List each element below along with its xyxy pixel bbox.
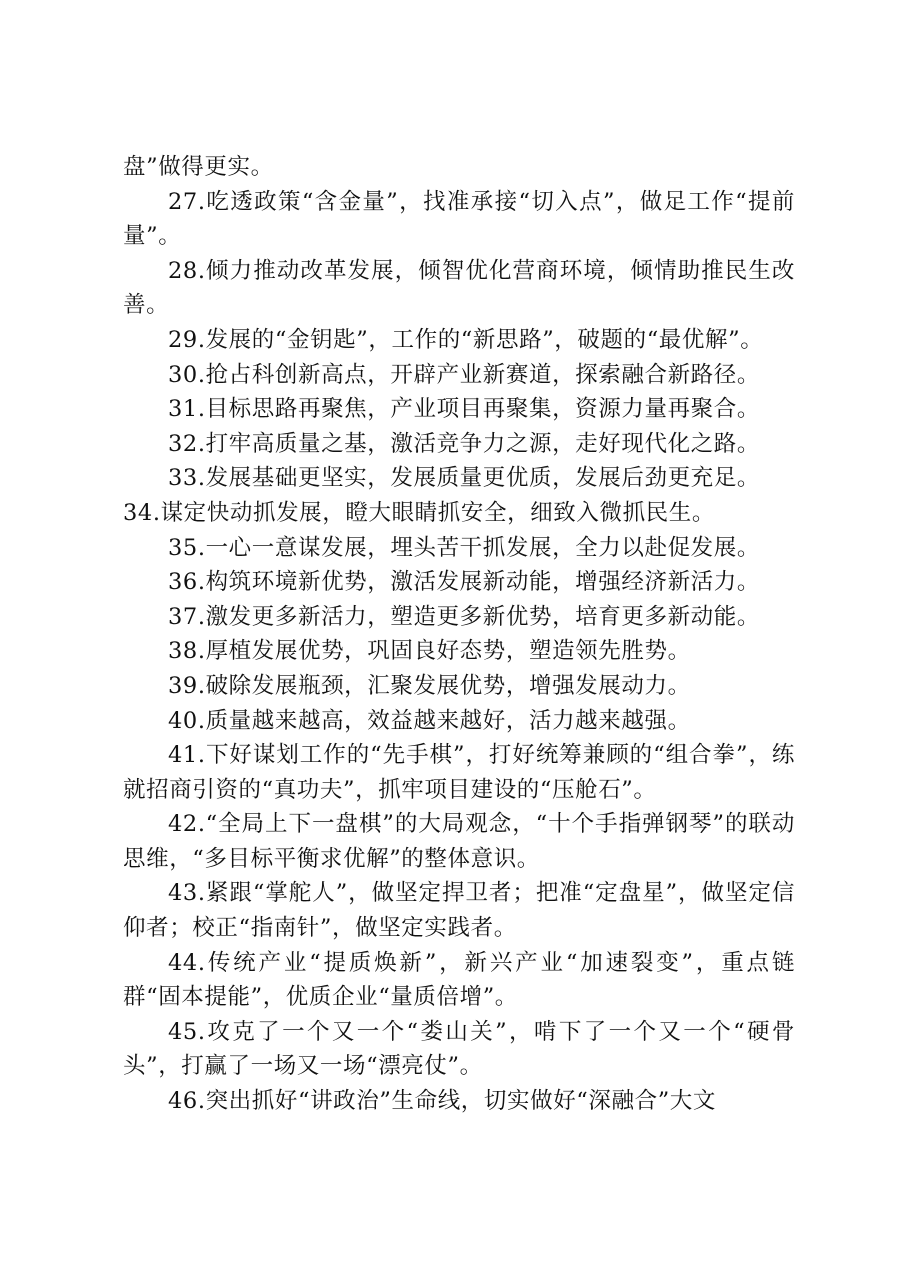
paragraph-28: 28.倾力推动改革发展，倾智优化营商环境，倾情助推民生改善。 xyxy=(123,257,795,319)
document-body xyxy=(123,150,795,1119)
paragraph-40: 40.质量越来越高，效益越来越好，活力越来越强。 xyxy=(168,707,691,734)
paragraph-29: 29.发展的“金钥匙”，工作的“新思路”，破题的“最优解”。 xyxy=(168,326,764,353)
paragraph-44: 44.传统产业“提质焕新”，新兴产业“加速裂变”，重点链群“固本提能”，优质企业“量质倍增”。 xyxy=(123,949,795,1011)
paragraph-31: 31.目标思路再聚焦，产业项目再聚集，资源力量再聚合。 xyxy=(168,396,760,423)
paragraph-continuation: 盘”做得更实。 xyxy=(123,154,274,180)
paragraph-43: 43.紧跟“掌舵人”，做坚定捍卫者；把准“定盘星”，做坚定信仰者；校正“指南针”，做坚定实践者。 xyxy=(123,880,795,942)
paragraph-33: 33.发展基础更坚实，发展质量更优质，发展后劲更充足。 xyxy=(168,465,760,492)
paragraph-34: 34.谋定快动抓发展，瞪大眼睛抓安全，细致入微抓民生。 xyxy=(123,499,715,526)
paragraph-37: 37.激发更多新活力，塑造更多新优势，培育更多新动能。 xyxy=(168,603,760,630)
paragraph-41: 41.下好谋划工作的“先手棋”，打好统筹兼顾的“组合拳”，练就招商引资的“真功夫”，抓牢项目建设的“压舱石”。 xyxy=(123,742,795,803)
paragraph-42: 42.“全局上下一盘棋”的大局观念，“十个手指弹钢琴”的联动思维，“多目标平衡求优解”的整体意识。 xyxy=(123,811,795,872)
paragraph-36: 36.构筑环境新优势，激活发展新动能，增强经济新活力。 xyxy=(168,569,760,596)
paragraph-27: 27.吃透政策“含金量”，找准承接“切入点”，做足工作“提前量”。 xyxy=(123,188,795,250)
paragraph-35: 35.一心一意谋发展，埋头苦干抓发展，全力以赴促发展。 xyxy=(168,534,760,561)
paragraph-30: 30.抢占科创新高点，开辟产业新赛道，探索融合新路径。 xyxy=(168,361,760,388)
paragraph-32: 32.打牢高质量之基，激活竞争力之源，走好现代化之路。 xyxy=(168,430,760,457)
paragraph-39: 39.破除发展瓶颈，汇聚发展优势，增强发展动力。 xyxy=(168,672,691,699)
paragraph-45: 45.攻克了一个又一个“娄山关”，啃下了一个又一个“硬骨头”，打赢了一场又一场“漂亮仗”。 xyxy=(123,1018,795,1080)
paragraph-46: 46.突出抓好“讲政治”生命线，切实做好“深融合”大文 xyxy=(168,1088,716,1115)
paragraph-38: 38.厚植发展优势，巩固良好态势，塑造领先胜势。 xyxy=(168,638,691,665)
